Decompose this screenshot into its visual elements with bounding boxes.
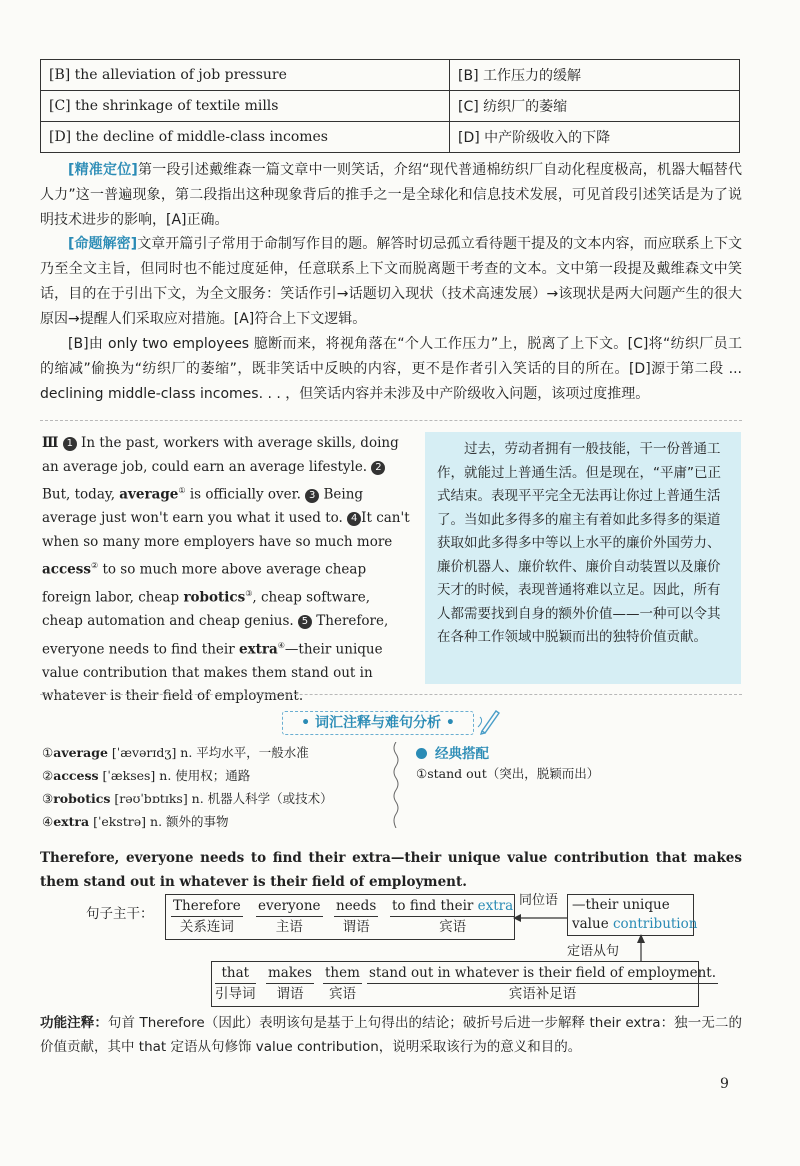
sentence-2a: But, today,	[42, 486, 120, 503]
list-item: ②access [ˈækses] n. 使用权；通路	[42, 768, 251, 783]
page-number: 9	[720, 1076, 729, 1092]
option-d-en: [D] the decline of middle-class incomes	[41, 122, 450, 153]
sentence-5a: Therefore, everyone needs to find their	[42, 613, 389, 657]
passage-text	[42, 432, 412, 709]
sentence-1: In the past, workers with average skills, doing an average job, could earn an average lifestyle.	[42, 435, 399, 475]
analysis-decoding	[40, 232, 742, 332]
options-table	[40, 59, 740, 153]
sentence-number: 3	[305, 489, 319, 503]
attributive-label: 定语从句	[567, 944, 620, 959]
option-c-zh: [C] 纺织厂的萎缩	[450, 91, 740, 122]
decoding-text: 文章开篇引子常用于命制写作目的题。解答时切忌孤立看待题干提及的文本内容，而应联系上下文乃至全文主旨，但同时也不能过度延伸，任意联系上下文而脱离题干考查的文本。文中第一段提及戴维森文中笑话，目的在于引出下文，为全文服务：笑话作引→话题切入现状（技术高速发展）→该现状是两大问题产生的很大原因→提醒人们采取应对措施。[A]符合上下文逻辑。	[40, 236, 743, 327]
function-text: 句首 Therefore（因此）表明该句是基于上句得出的结论；破折号后进一步解释 their extra：独一无二的价值贡献，其中 that 定语从句修饰 value contribution，说明采取该行为的意义和目的。	[40, 1015, 742, 1055]
sentence-number: 5	[298, 615, 312, 629]
sentence-5b: —their unique value contribution that makes them stand out in whatever is their field of employment.	[42, 641, 383, 704]
footnote-mark: ④	[277, 640, 285, 650]
positioning-tag: [精准定位]	[68, 162, 138, 178]
ornament-divider	[390, 742, 402, 828]
cell-stand-out: stand out in whatever is their field of employment. 宾语补足语	[369, 965, 717, 1002]
vocab-list	[42, 741, 382, 833]
table-row	[41, 91, 740, 122]
option-b-zh: [B] 工作压力的缓解	[450, 60, 740, 91]
footnote-mark: ①	[178, 486, 186, 495]
cell-needs: needs 谓语	[336, 898, 377, 935]
collocation-item: ①stand out（突出，脱颖而出）	[416, 766, 600, 781]
list-item: ③robotics [rəʊˈbɒtɪks] n. 机器人科学（或技术）	[42, 791, 333, 806]
analysis-positioning	[40, 158, 742, 233]
bullet-icon	[416, 748, 427, 759]
option-d-zh: [D] 中产阶级收入的下降	[450, 122, 740, 153]
function-note	[40, 1011, 742, 1059]
footnote-mark: ②	[90, 561, 99, 570]
sentence-number: 1	[63, 437, 77, 451]
keyword-extra: extra	[238, 641, 278, 657]
keyword-robotics: robotics	[183, 589, 246, 606]
translation-box: 过去，劳动者拥有一般技能，干一份普通工作，就能过上普通生活。但是现在，“平庸”已正式结束。表现平平完全无法再让你过上普通生活了。当如此多得多的雇主有着如此多得多的渠道获取如此多得多中等以上水平的廉价外国劳力、廉价机器人、廉价软件、廉价自动装置以及廉价天才的时候，表现普通将难以立足。因此，所有人都需要找到自身的额外价值——一种可以令其在各种工作领域中脱颖而出的独特价值贡献。	[425, 432, 741, 684]
sentence-diagram	[0, 886, 800, 1011]
cell-everyone: everyone 主语	[258, 898, 321, 935]
sentence-4c: , cheap software, cheap automation and cheap genius.	[42, 589, 370, 629]
main-clause-label: 句子主干：	[86, 906, 154, 922]
analysis-distractors: [B]由 only two employees 臆断而来，将视角落在“个人工作压力”上，脱离了上下文。[C]将“纺织厂员工的缩减”偷换为“纺织厂的萎缩”，既非笑话中反映的内容，更不是作者引入笑话的目的所在。[D]源于第二段 ... declining middle-class incomes. . . ，但笑话内容并未涉及中产阶级收入问题，该项过度推理。	[40, 336, 742, 402]
cell-that: that 引导词	[215, 965, 256, 1002]
sentence-2b: is officially over.	[185, 486, 306, 503]
divider	[40, 420, 742, 421]
sentence-4b: to so much more above average cheap foreign labor, cheap	[42, 561, 367, 606]
sentence-number: 4	[347, 512, 361, 526]
sentence-3: Being average just won't earn you what it used to.	[42, 486, 364, 526]
list-item: ④extra [ˈekstrə] n. 额外的事物	[42, 814, 229, 829]
table-row	[41, 122, 740, 153]
attributive-arrow	[633, 934, 649, 961]
appositive-label: 同位语	[519, 893, 559, 908]
divider	[40, 694, 742, 695]
list-item: ①average [ˈævərɪdʒ] n. 平均水平，一般水准	[42, 745, 309, 760]
passage-number: Ⅲ	[42, 435, 59, 451]
keyword-access: access	[42, 561, 91, 578]
pen-icon	[476, 705, 502, 735]
table-row	[41, 60, 740, 91]
footnote-mark: ③	[245, 589, 253, 598]
sentence-4a: It can't when so many more employers have so much more	[42, 510, 410, 550]
option-b-en: [B] the alleviation of job pressure	[41, 60, 450, 91]
decoding-tag: [命题解密]	[68, 236, 138, 252]
option-c-en: [C] the shrinkage of textile mills	[41, 91, 450, 122]
cell-therefore: Therefore 关系连词	[173, 898, 241, 935]
function-label: 功能注释：	[40, 1015, 108, 1031]
sentence-number: 2	[371, 461, 385, 475]
keyword-average: average	[119, 486, 179, 503]
positioning-text: 第一段引述戴维森一篇文章中一则笑话，介绍“现代普通棉纺织厂自动化程度极高，机器大幅替代人力”这一普遍现象，第二段指出这种现象背后的推手之一是全球化和信息技术发展，可见首段引述笑话是为了说明技术进步的影响，[A]正确。	[40, 162, 742, 228]
cell-makes: makes 谓语	[268, 965, 312, 1002]
vocab-heading: • 词汇注释与难句分析 •	[282, 711, 474, 735]
cell-to-find: to find their extra 宾语	[392, 898, 514, 935]
appositive-arrow	[513, 906, 573, 926]
cell-them: them 宾语	[325, 965, 360, 1002]
collocation-heading: 经典搭配	[416, 742, 489, 762]
difficult-sentence: Therefore, everyone needs to find their extra—their unique value contribution that makes them stand out in whatever is their field of employment.	[40, 850, 742, 890]
appositive-text: —their unique value contribution	[572, 897, 698, 932]
